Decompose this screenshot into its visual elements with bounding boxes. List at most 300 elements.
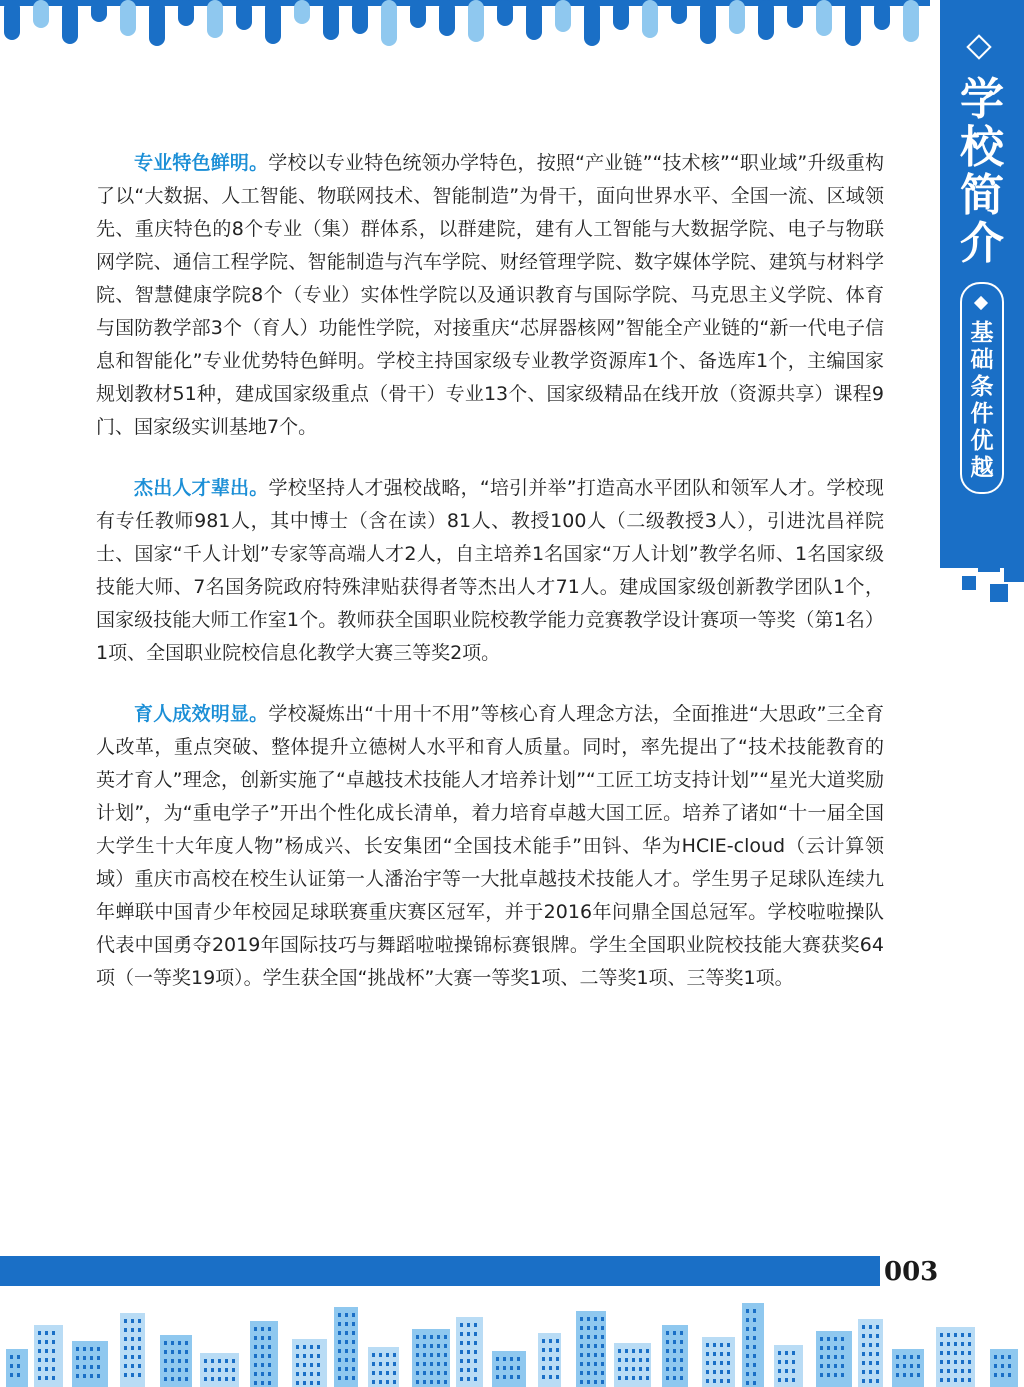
building-window — [268, 1345, 271, 1349]
building-window — [437, 1335, 440, 1339]
building-window — [345, 1367, 348, 1371]
building-window — [954, 1342, 957, 1346]
building-window — [268, 1381, 271, 1385]
building-window — [666, 1349, 669, 1353]
building-window — [310, 1372, 313, 1376]
building-window — [352, 1367, 355, 1371]
building-window — [876, 1379, 879, 1383]
building-window — [52, 1340, 55, 1344]
building-window — [124, 1364, 127, 1368]
building-window — [954, 1360, 957, 1364]
building-window — [467, 1377, 470, 1381]
building-window — [869, 1352, 872, 1356]
building-window — [124, 1355, 127, 1359]
building-window — [225, 1359, 228, 1363]
building-window — [467, 1332, 470, 1336]
building-window — [131, 1328, 134, 1332]
building-window — [792, 1360, 795, 1364]
building-window — [785, 1369, 788, 1373]
building-window — [632, 1376, 635, 1380]
building-window — [601, 1371, 604, 1375]
building-window — [261, 1345, 264, 1349]
building-window — [910, 1355, 913, 1359]
building-window — [820, 1355, 823, 1359]
subtitle-char: 件 — [970, 401, 994, 427]
subtitle-char: 优 — [970, 428, 994, 454]
building-window — [379, 1353, 382, 1357]
building-window — [372, 1362, 375, 1366]
building-window — [345, 1331, 348, 1335]
building-window — [713, 1343, 716, 1347]
building-window — [225, 1377, 228, 1381]
building-window — [862, 1361, 865, 1365]
building-window — [225, 1368, 228, 1372]
building-window — [594, 1362, 597, 1366]
building-window — [496, 1357, 499, 1361]
building-window — [379, 1371, 382, 1375]
building-window — [827, 1337, 830, 1341]
building-window — [303, 1372, 306, 1376]
building-window — [17, 1364, 20, 1368]
building-window — [542, 1375, 545, 1379]
building-window — [423, 1344, 426, 1348]
building-window — [338, 1340, 341, 1344]
building-window — [601, 1335, 604, 1339]
building-window — [549, 1348, 552, 1352]
building-window — [862, 1379, 865, 1383]
building-window — [460, 1323, 463, 1327]
building-window — [430, 1353, 433, 1357]
building-window — [903, 1364, 906, 1368]
building-window — [131, 1373, 134, 1377]
subtitle-pill — [960, 282, 1004, 494]
building-window — [467, 1368, 470, 1372]
subtitle-text — [962, 320, 1002, 482]
building-window — [556, 1357, 559, 1361]
building-window — [727, 1361, 730, 1365]
building-window — [673, 1340, 676, 1344]
building-window — [496, 1366, 499, 1370]
building-window — [416, 1371, 419, 1375]
building-window — [416, 1380, 419, 1384]
building-window — [910, 1364, 913, 1368]
building-window — [268, 1354, 271, 1358]
building-window — [947, 1351, 950, 1355]
subtitle-char: 条 — [970, 374, 994, 400]
building-window — [131, 1364, 134, 1368]
building-window — [961, 1360, 964, 1364]
building-window — [549, 1375, 552, 1379]
pixel-decoration — [962, 576, 976, 590]
building-window — [646, 1376, 649, 1380]
building-window — [753, 1318, 756, 1322]
building-window — [666, 1376, 669, 1380]
building-window — [352, 1331, 355, 1335]
building-window — [580, 1380, 583, 1384]
building-window — [1001, 1373, 1004, 1377]
building-window — [45, 1331, 48, 1335]
building-window — [862, 1370, 865, 1374]
drip — [555, 0, 571, 32]
building-window — [746, 1354, 749, 1358]
building-window — [556, 1366, 559, 1370]
building-window — [352, 1358, 355, 1362]
building-window — [587, 1362, 590, 1366]
building-window — [38, 1367, 41, 1371]
building-window — [549, 1366, 552, 1370]
building-window — [673, 1349, 676, 1353]
building-window — [393, 1380, 396, 1384]
building-window — [746, 1372, 749, 1376]
drip — [294, 0, 310, 24]
drip — [265, 0, 281, 44]
building-window — [947, 1333, 950, 1337]
footer-band — [0, 1256, 880, 1286]
building-window — [968, 1342, 971, 1346]
building-window — [131, 1355, 134, 1359]
building-window — [185, 1341, 188, 1345]
building-window — [820, 1364, 823, 1368]
building-window — [778, 1360, 781, 1364]
building-window — [580, 1317, 583, 1321]
building-window — [917, 1373, 920, 1377]
building-window — [746, 1345, 749, 1349]
building-window — [961, 1378, 964, 1382]
building-window — [827, 1355, 830, 1359]
building-window — [393, 1353, 396, 1357]
drip — [149, 0, 165, 46]
paragraph-education — [96, 698, 884, 995]
building-window — [601, 1353, 604, 1357]
pixel-decoration — [978, 550, 1000, 572]
building-window — [746, 1363, 749, 1367]
drip — [526, 0, 542, 40]
building-window — [954, 1351, 957, 1355]
building-window — [903, 1373, 906, 1377]
building-window — [52, 1376, 55, 1380]
building-window — [10, 1373, 13, 1377]
building-window — [680, 1358, 683, 1362]
building-window — [437, 1344, 440, 1348]
building-window — [785, 1351, 788, 1355]
building-window — [753, 1354, 756, 1358]
building-window — [869, 1343, 872, 1347]
building-window — [753, 1363, 756, 1367]
building-window — [639, 1349, 642, 1353]
building-window — [386, 1353, 389, 1357]
building-window — [185, 1359, 188, 1363]
building-window — [869, 1379, 872, 1383]
building-window — [97, 1365, 100, 1369]
building-window — [587, 1353, 590, 1357]
building-window — [746, 1318, 749, 1322]
building-window — [437, 1362, 440, 1366]
building-window — [430, 1362, 433, 1366]
building-window — [746, 1336, 749, 1340]
building-window — [720, 1343, 723, 1347]
building-window — [713, 1370, 716, 1374]
building-window — [131, 1346, 134, 1350]
building-window — [138, 1319, 141, 1323]
building-window — [820, 1337, 823, 1341]
drip — [497, 0, 513, 26]
building-window — [680, 1331, 683, 1335]
building-window — [834, 1346, 837, 1350]
drip — [439, 0, 455, 36]
building-window — [352, 1313, 355, 1317]
building-window — [393, 1371, 396, 1375]
building-window — [961, 1333, 964, 1337]
building-window — [639, 1367, 642, 1371]
building-window — [90, 1347, 93, 1351]
building-window — [785, 1378, 788, 1382]
building-window — [947, 1378, 950, 1382]
building-window — [753, 1336, 756, 1340]
building-window — [680, 1340, 683, 1344]
building-window — [968, 1378, 971, 1382]
building-window — [444, 1335, 447, 1339]
building-window — [876, 1343, 879, 1347]
building-window — [542, 1357, 545, 1361]
building-window — [673, 1367, 676, 1371]
subtitle-char: 基 — [970, 320, 994, 346]
building-window — [580, 1362, 583, 1366]
building-window — [954, 1378, 957, 1382]
building-window — [1008, 1373, 1011, 1377]
building-window — [416, 1353, 419, 1357]
building-window — [83, 1347, 86, 1351]
drip — [787, 0, 803, 28]
building-window — [639, 1358, 642, 1362]
building-window — [261, 1363, 264, 1367]
building — [334, 1307, 358, 1387]
building-window — [994, 1364, 997, 1368]
section-title-char: 简 — [960, 170, 1004, 221]
building-window — [680, 1376, 683, 1380]
building-window — [10, 1364, 13, 1368]
building-window — [706, 1352, 709, 1356]
building-window — [460, 1350, 463, 1354]
building-window — [496, 1375, 499, 1379]
building-window — [947, 1369, 950, 1373]
building-window — [138, 1355, 141, 1359]
building-window — [792, 1378, 795, 1382]
building-window — [345, 1340, 348, 1344]
building-window — [876, 1325, 879, 1329]
building-window — [261, 1381, 264, 1385]
drip — [410, 0, 426, 28]
building-window — [178, 1341, 181, 1345]
drip — [700, 0, 716, 44]
building-window — [785, 1360, 788, 1364]
building-window — [753, 1372, 756, 1376]
drip — [903, 0, 919, 42]
building-window — [876, 1334, 879, 1338]
building-window — [83, 1365, 86, 1369]
building-window — [218, 1377, 221, 1381]
building-window — [171, 1368, 174, 1372]
building-window — [124, 1319, 127, 1323]
building-window — [254, 1336, 257, 1340]
building-window — [968, 1369, 971, 1373]
building-window — [164, 1341, 167, 1345]
building-window — [792, 1369, 795, 1373]
building-window — [834, 1373, 837, 1377]
building-window — [138, 1346, 141, 1350]
building-window — [778, 1369, 781, 1373]
building-window — [437, 1371, 440, 1375]
building-window — [171, 1377, 174, 1381]
building-window — [261, 1354, 264, 1358]
building-window — [646, 1349, 649, 1353]
building-window — [338, 1313, 341, 1317]
building-window — [38, 1331, 41, 1335]
building-window — [632, 1367, 635, 1371]
building-window — [185, 1350, 188, 1354]
building-window — [862, 1325, 865, 1329]
drip — [33, 0, 49, 28]
building-window — [379, 1362, 382, 1366]
building-window — [460, 1368, 463, 1372]
building-window — [727, 1379, 730, 1383]
paragraph-talent — [96, 472, 884, 670]
building-window — [296, 1372, 299, 1376]
building-window — [646, 1358, 649, 1362]
building-window — [896, 1373, 899, 1377]
building-window — [310, 1363, 313, 1367]
drip — [91, 0, 107, 22]
building-window — [52, 1349, 55, 1353]
building-window — [345, 1358, 348, 1362]
building-window — [178, 1377, 181, 1381]
building-window — [416, 1335, 419, 1339]
building-window — [345, 1349, 348, 1353]
building-window — [171, 1359, 174, 1363]
building-window — [45, 1358, 48, 1362]
building-window — [10, 1355, 13, 1359]
building-window — [706, 1343, 709, 1347]
building-window — [625, 1358, 628, 1362]
building-window — [594, 1326, 597, 1330]
building-window — [713, 1361, 716, 1365]
building-window — [639, 1376, 642, 1380]
building-window — [680, 1349, 683, 1353]
building-window — [820, 1346, 823, 1350]
building-window — [727, 1352, 730, 1356]
building-window — [268, 1372, 271, 1376]
subtitle-char: 础 — [970, 347, 994, 373]
building-window — [218, 1359, 221, 1363]
building-window — [556, 1348, 559, 1352]
building-window — [268, 1363, 271, 1367]
building-window — [580, 1335, 583, 1339]
building-window — [211, 1377, 214, 1381]
building-window — [261, 1336, 264, 1340]
building-window — [164, 1377, 167, 1381]
building-window — [171, 1350, 174, 1354]
building-window — [753, 1345, 756, 1349]
building-window — [437, 1353, 440, 1357]
building-window — [97, 1374, 100, 1378]
building-window — [317, 1345, 320, 1349]
building-window — [841, 1355, 844, 1359]
building-window — [625, 1367, 628, 1371]
building-window — [666, 1358, 669, 1362]
building-window — [580, 1371, 583, 1375]
drip — [352, 0, 368, 34]
building-window — [164, 1368, 167, 1372]
building-window — [423, 1353, 426, 1357]
building-window — [869, 1361, 872, 1365]
building-window — [862, 1343, 865, 1347]
building-window — [587, 1326, 590, 1330]
building-window — [97, 1347, 100, 1351]
building-window — [625, 1349, 628, 1353]
building-window — [618, 1358, 621, 1362]
building-window — [185, 1377, 188, 1381]
building-window — [474, 1359, 477, 1363]
building-window — [876, 1352, 879, 1356]
building-window — [352, 1322, 355, 1326]
building-window — [961, 1369, 964, 1373]
drip — [729, 0, 745, 34]
building-window — [587, 1335, 590, 1339]
building-window — [601, 1362, 604, 1366]
building-window — [138, 1337, 141, 1341]
drip — [120, 0, 136, 36]
building-window — [218, 1368, 221, 1372]
building-window — [317, 1381, 320, 1385]
building-window — [706, 1370, 709, 1374]
building-window — [296, 1381, 299, 1385]
building-window — [940, 1360, 943, 1364]
building-window — [594, 1353, 597, 1357]
building-window — [474, 1341, 477, 1345]
building-window — [601, 1380, 604, 1384]
building-window — [542, 1348, 545, 1352]
drip — [323, 0, 339, 40]
building-window — [917, 1355, 920, 1359]
building-window — [178, 1350, 181, 1354]
building-window — [76, 1347, 79, 1351]
building-window — [587, 1371, 590, 1375]
building-window — [90, 1365, 93, 1369]
building-window — [580, 1326, 583, 1330]
building-window — [720, 1361, 723, 1365]
building-window — [17, 1373, 20, 1377]
building-window — [303, 1363, 306, 1367]
building-window — [76, 1365, 79, 1369]
building-window — [232, 1359, 235, 1363]
building-window — [303, 1354, 306, 1358]
drip — [671, 0, 687, 24]
top-decoration — [0, 0, 930, 48]
building-window — [460, 1341, 463, 1345]
building-window — [673, 1358, 676, 1362]
building-window — [876, 1361, 879, 1365]
building-window — [178, 1368, 181, 1372]
building-window — [261, 1372, 264, 1376]
building-window — [352, 1349, 355, 1353]
building-window — [460, 1377, 463, 1381]
building-window — [862, 1352, 865, 1356]
building-window — [474, 1377, 477, 1381]
building-window — [549, 1357, 552, 1361]
building-window — [352, 1340, 355, 1344]
building-window — [940, 1369, 943, 1373]
building-window — [827, 1373, 830, 1377]
building-window — [338, 1331, 341, 1335]
